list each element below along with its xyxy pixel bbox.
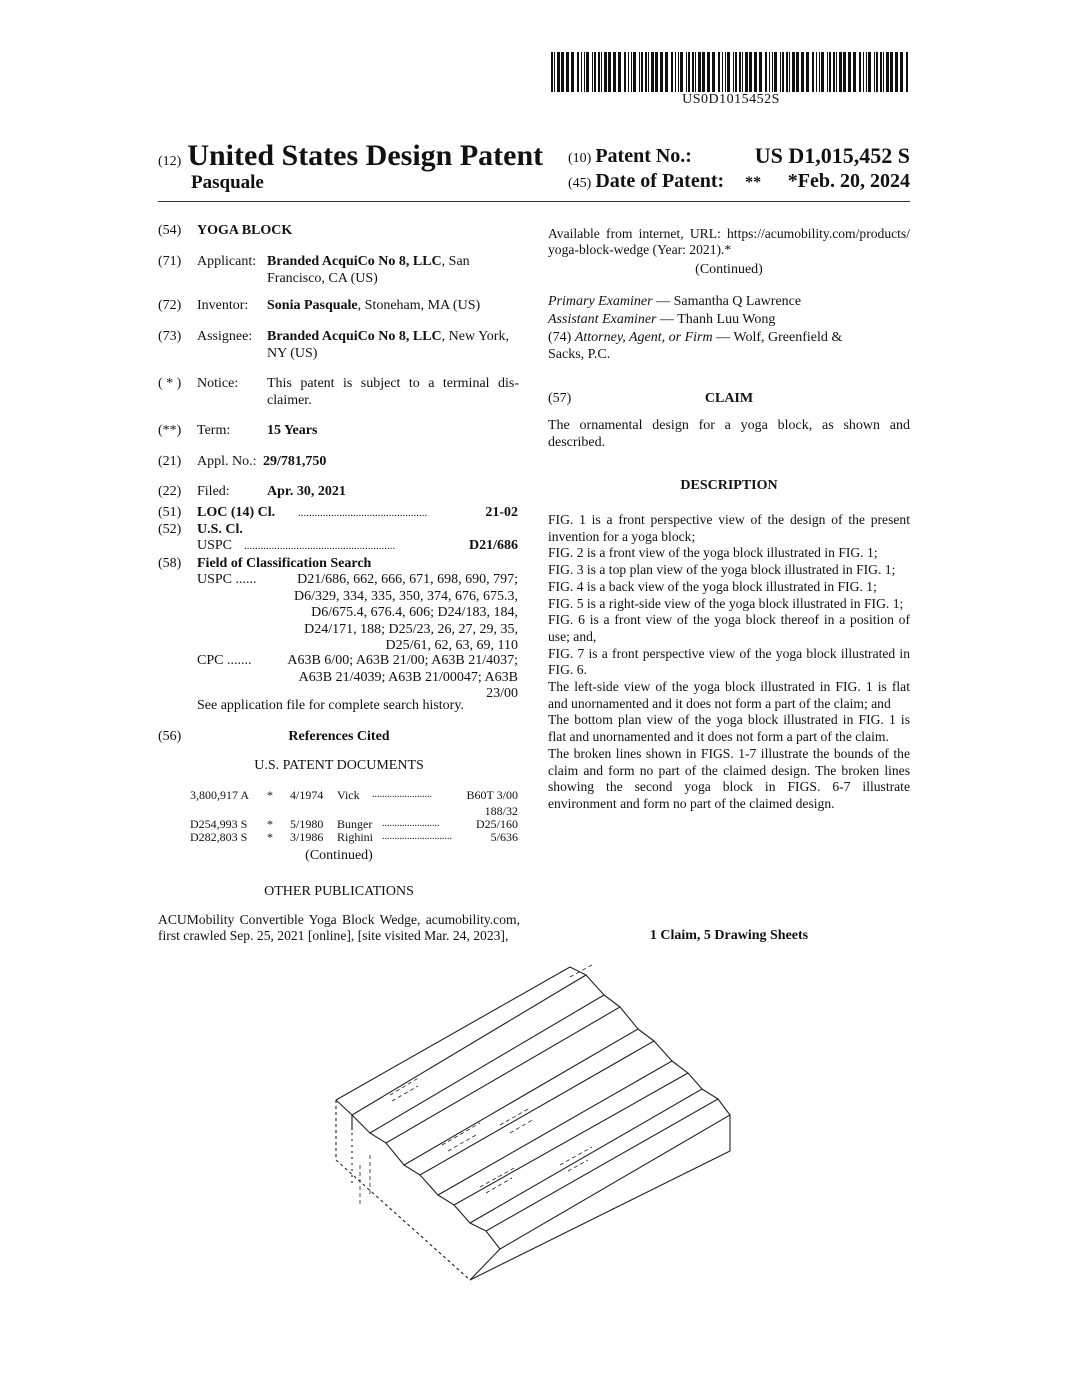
ref-number: D282,803 S [190, 830, 248, 844]
barcode-bar [780, 52, 781, 92]
field-code: (54) [158, 223, 182, 238]
history-text: See application file for complete search history. [197, 698, 464, 713]
class-line: A63B 21/4039; A63B 21/00047; A63B [298, 669, 518, 685]
patent-number: US D1,015,452 S [754, 143, 910, 168]
barcode-bar [772, 52, 773, 92]
barcode-bar [633, 52, 636, 92]
desc-paragraph: FIG. 7 is a front perspective view of the yoga block illustrated in FIG. 6. [548, 645, 910, 678]
barcode-bar [688, 52, 690, 92]
field-label: U.S. Cl. [197, 522, 243, 537]
barcode-bar [848, 52, 851, 92]
barcode-bar [680, 52, 683, 92]
barcode-bar [645, 52, 647, 92]
field-code: (57) [548, 391, 572, 406]
assignee-place: , New York, NY (US) [267, 329, 509, 361]
patent-number-line [568, 145, 910, 168]
uscl-value: D21/686 [469, 538, 518, 553]
uspc-classes [294, 572, 518, 655]
barcode-bar [739, 52, 741, 92]
barcode-bar [648, 52, 649, 92]
barcode-bar [586, 52, 589, 92]
barcode-bar [554, 52, 555, 92]
barcode-bar [671, 52, 673, 92]
ref-class: 5/636 [490, 830, 518, 844]
barcode-bar [733, 52, 734, 92]
pub-continuation [548, 226, 910, 258]
refs-continued: (Continued) [305, 848, 373, 863]
loc-value: 21-02 [485, 505, 518, 520]
field-code: (22) [158, 484, 182, 499]
field-label: Inventor: [197, 298, 249, 313]
desc-paragraph: FIG. 2 is a front view of the yoga block illustrated in FIG. 1; [548, 545, 878, 561]
attorney-label: Attorney, Agent, or Firm [574, 330, 713, 345]
barcode-bar [592, 52, 593, 92]
notice-text: This patent is subject to a terminal dis-claimer. [267, 376, 519, 408]
field-code: (73) [158, 329, 182, 344]
claim-text: The ornamental design for a yoga block, as shown and described. [548, 418, 910, 450]
attorney-name: — Wolf, Greenfield & [716, 330, 843, 345]
patno-code: (10) [568, 151, 592, 166]
barcode-bar [759, 52, 762, 92]
refs-heading: References Cited [288, 729, 390, 744]
barcode-bar [727, 52, 730, 92]
ref-date: 5/1980 [290, 817, 324, 831]
barcode-bar [571, 52, 574, 92]
primary-examiner [548, 294, 910, 311]
barcode-bar [604, 52, 607, 92]
barcode-bar [742, 52, 743, 92]
barcode-bar [900, 52, 903, 92]
field-label: Term: [197, 423, 231, 438]
barcode-bar [678, 52, 679, 92]
barcode-bar [853, 52, 856, 92]
applicant-place: , San Francisco, CA (US) [267, 254, 470, 286]
cpc-label: CPC ....... [197, 653, 252, 668]
barcode-bar [829, 52, 831, 92]
barcode-bar [839, 52, 842, 92]
field-code: (51) [158, 505, 182, 520]
barcode-bar [868, 52, 871, 92]
class-line: A63B 6/00; A63B 21/00; A63B 21/4037; [287, 653, 518, 668]
ref-date: 4/1974 [290, 788, 324, 802]
leader-dots: ....................................................... [244, 540, 396, 552]
attorney-name-cont: Sacks, P.C. [548, 346, 611, 362]
ref-class: D25/160 [476, 817, 518, 831]
assistant-examiner-name: — Thanh Luu Wong [660, 312, 776, 327]
barcode-bar [765, 52, 767, 92]
barcode-bar [601, 52, 602, 92]
primary-examiner-label: Primary Examiner [548, 294, 653, 309]
date-code: (45) [568, 176, 592, 191]
barcode-bar [859, 52, 861, 92]
field-code: (56) [158, 729, 182, 744]
primary-examiner-name: — Samantha Q Lawrence [656, 294, 802, 309]
barcode-bar [886, 52, 889, 92]
barcode-bar [707, 52, 710, 92]
barcode-bar [792, 52, 795, 92]
field-code: (**) [158, 423, 182, 438]
barcode-bar [660, 52, 663, 92]
barcode-bar [557, 52, 560, 92]
barcode-bar [769, 52, 770, 92]
barcode-bar [816, 52, 817, 92]
uspc-label: USPC [197, 538, 233, 553]
cpc-classes [287, 653, 518, 703]
field-code: ( * ) [158, 376, 182, 391]
patno-label: Patent No.: [595, 145, 692, 167]
class-line: 23/00 [486, 686, 518, 701]
barcode-bar [639, 52, 640, 92]
leader-dots: ............................................... [298, 507, 428, 519]
barcode-bar [812, 52, 814, 92]
barcode-bar [628, 52, 629, 92]
barcode-bar [843, 52, 846, 92]
class-line: D24/171, 188; D25/23, 26, 27, 29, 35, [304, 621, 518, 637]
barcode-bar [827, 52, 828, 92]
step-ridges [336, 967, 730, 1280]
field-code: (52) [158, 522, 182, 537]
barcode-bar [641, 52, 643, 92]
barcode-bar [863, 52, 864, 92]
description-body [548, 512, 910, 813]
barcode-bar [551, 52, 553, 92]
barcode-image [551, 52, 911, 92]
assistant-examiner-label: Assistant Examiner [548, 312, 657, 327]
desc-paragraph: FIG. 4 is a back view of the yoga block illustrated in FIG. 1; [548, 578, 877, 594]
barcode-bar [735, 52, 737, 92]
field-code: (72) [158, 298, 182, 313]
inventor-name: Sonia Pasquale [267, 298, 358, 313]
barcode-bar [722, 52, 723, 92]
barcode-bar [561, 52, 564, 92]
assignee-name: Branded AcquiCo No 8, LLC [267, 329, 442, 344]
kind-code: (12) [158, 154, 182, 169]
term-value: 15 Years [267, 423, 318, 438]
barcode-bar [880, 52, 882, 92]
barcode-bar [819, 52, 820, 92]
field-value [267, 254, 519, 287]
barcode-bar [651, 52, 654, 92]
pubs-continued: (Continued) [695, 262, 763, 277]
barcode-bar [786, 52, 788, 92]
field-value [267, 298, 519, 315]
barcode-number: US0D1015452S [682, 92, 780, 107]
assistant-examiner [548, 312, 910, 329]
class-line: D25/61, 62, 63, 69, 110 [385, 638, 518, 653]
ref-star: * [267, 830, 273, 844]
barcode-bar [796, 52, 799, 92]
barcode-bar [833, 52, 835, 92]
barcode-bar [874, 52, 875, 92]
us-docs-heading: U.S. PATENT DOCUMENTS [254, 758, 424, 773]
leader-dots: ....................... [382, 818, 440, 829]
class-line: D21/686, 662, 666, 671, 698, 690, 797; [297, 572, 518, 587]
ref-name: Vick [337, 788, 360, 802]
barcode-bar [686, 52, 687, 92]
field-label: LOC (14) Cl. [197, 505, 276, 520]
leader-dots: ........................ [372, 789, 432, 800]
date-marker: ** [745, 174, 762, 191]
desc-paragraph: FIG. 6 is a front view of the yoga block thereof in a position of use; and, [548, 612, 910, 644]
barcode-bar [655, 52, 658, 92]
description-heading: DESCRIPTION [680, 478, 778, 493]
pub-line: ACUMobility Convertible Yoga Block Wedge, acumobility.com, [158, 912, 520, 927]
barcode-bar [836, 52, 837, 92]
patent-date-line [568, 170, 910, 193]
barcode-bar [890, 52, 893, 92]
barcode-bar [608, 52, 611, 92]
barcode-bar [754, 52, 757, 92]
pub-line: yoga-block-wedge (Year: 2021).* [548, 242, 732, 257]
pub-line: Available from internet, URL: https://acumobility.com/products/ [548, 226, 910, 241]
barcode-bar [692, 52, 694, 92]
barcode-bar [675, 52, 676, 92]
barcode-bar [594, 52, 596, 92]
uspc-label: USPC ...... [197, 572, 257, 587]
barcode-bar [895, 52, 898, 92]
ref-name: Righini [337, 830, 374, 844]
barcode-bar [581, 52, 582, 92]
invention-title: YOGA BLOCK [197, 223, 293, 238]
barcode-bar [712, 52, 715, 92]
barcode-bar [665, 52, 668, 92]
field-code: (74) [548, 330, 572, 345]
barcode-bar [876, 52, 878, 92]
barcode-bar [577, 52, 579, 92]
filed-value: Apr. 30, 2021 [267, 484, 346, 499]
barcode-bar [702, 52, 705, 92]
ref-date: 3/1986 [290, 830, 324, 844]
ref-class-secondary: 188/32 [484, 804, 518, 818]
field-label: Field of Classification Search [197, 556, 372, 571]
ref-class: B60T 3/00 [466, 788, 518, 802]
class-line: D6/329, 334, 335, 350, 374, 676, 675.3, [294, 588, 518, 604]
claim-heading: CLAIM [704, 391, 754, 406]
barcode-bar [631, 52, 632, 92]
barcode-bar [624, 52, 626, 92]
patent-type-title: United States Design Patent [187, 139, 544, 172]
leader-dots: ............................ [382, 831, 452, 842]
barcode-bar [718, 52, 720, 92]
applicant-surname: Pasquale [191, 172, 264, 193]
barcode-bar [883, 52, 884, 92]
field-code: (58) [158, 556, 182, 571]
patent-date: *Feb. 20, 2024 [787, 170, 910, 192]
barcode-bar [806, 52, 809, 92]
barcode-bar [745, 52, 748, 92]
barcode-bar [782, 52, 784, 92]
barcode-bar [789, 52, 790, 92]
barcode-bar [698, 52, 701, 92]
field-label: Assignee: [197, 329, 253, 344]
barcode-bar [801, 52, 804, 92]
barcode-bar [584, 52, 585, 92]
field-value [267, 329, 519, 362]
pub-line: first crawled Sep. 25, 2021 [online], [site visited Mar. 24, 2023], [158, 928, 509, 943]
ref-number: 3,800,917 A [190, 788, 250, 802]
desc-paragraph: The bottom plan view of the yoga block illustrated in FIG. 1 is flat and unornamented and it does not form a part of the claim. [548, 712, 910, 745]
desc-paragraph: The left-side view of the yoga block illustrated in FIG. 1 is flat and unornamented and it does not form a part of the claim; and [548, 679, 910, 711]
header-divider [158, 201, 910, 202]
field-label: Appl. No.: [197, 454, 257, 469]
field-code: (21) [158, 454, 182, 469]
appl-no-value: 29/781,750 [263, 454, 327, 469]
patent-title-line [158, 139, 543, 173]
class-line: D6/675.4, 676.4, 606; D24/183, 184, [311, 605, 518, 620]
field-label: Notice: [197, 376, 239, 391]
applicant-name: Branded AcquiCo No 8, LLC [267, 254, 442, 269]
field-label: Filed: [197, 484, 230, 499]
barcode-bar [566, 52, 569, 92]
barcode-bar [821, 52, 824, 92]
barcode-bar [725, 52, 726, 92]
ref-number: D254,993 S [190, 817, 248, 831]
barcode-bar [695, 52, 696, 92]
yoga-block-drawing [330, 955, 750, 1285]
desc-paragraph: FIG. 1 is a front perspective view of the design of the present invention for a yoga block; [548, 512, 910, 544]
claims-sheets-count: 1 Claim, 5 Drawing Sheets [649, 928, 809, 943]
desc-paragraph: FIG. 3 is a top plan view of the yoga block illustrated in FIG. 1; [548, 562, 896, 578]
other-pubs-text [158, 912, 520, 944]
barcode-bar [866, 52, 867, 92]
ref-star: * [267, 817, 273, 831]
barcode-bar [906, 52, 908, 92]
inventor-place: , Stoneham, MA (US) [357, 298, 481, 313]
barcode-bar [598, 52, 600, 92]
barcode-bar [749, 52, 752, 92]
date-label: Date of Patent: [595, 170, 725, 192]
attorney [548, 330, 910, 363]
desc-paragraph: The broken lines shown in FIGS. 1-7 illustrate the bounds of the claim and form no part of the claimed design. The broken lines showing the second yoga block in FIGS. 6-7 illustrate environment and form no part of the claimed design. [548, 745, 910, 811]
ref-name: Bunger [337, 817, 373, 831]
field-label: Applicant: [197, 254, 257, 269]
field-code: (71) [158, 254, 182, 269]
barcode-bar [774, 52, 777, 92]
barcode-bar [613, 52, 616, 92]
ref-star: * [267, 788, 273, 802]
other-pubs-heading: OTHER PUBLICATIONS [264, 884, 414, 899]
barcode-bar [618, 52, 621, 92]
desc-paragraph: FIG. 5 is a right-side view of the yoga block illustrated in FIG. 1; [548, 595, 904, 611]
